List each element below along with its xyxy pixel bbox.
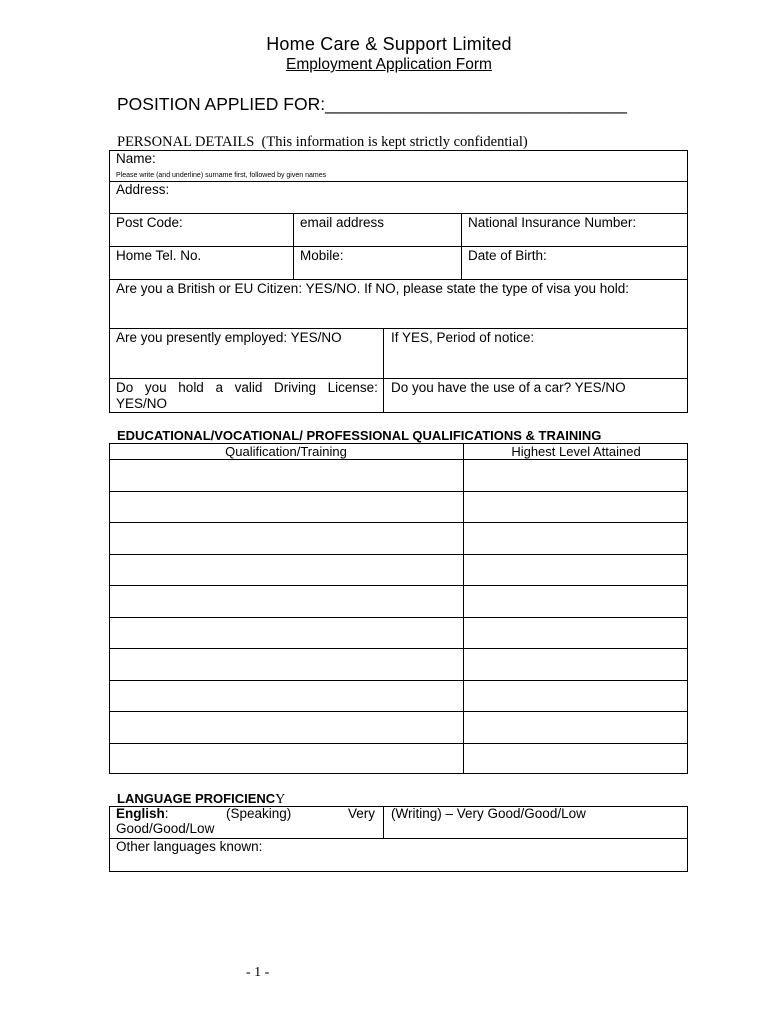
column-divider <box>293 213 294 279</box>
row-divider <box>109 181 688 182</box>
driving-word: a <box>215 380 223 395</box>
post-code-label[interactable]: Post Code: <box>116 215 183 230</box>
driving-word: hold <box>178 380 204 395</box>
dob-label[interactable]: Date of Birth: <box>468 248 547 263</box>
table-row-divider <box>109 711 688 712</box>
row-divider <box>109 246 688 247</box>
column-divider <box>383 806 384 839</box>
table-row-divider <box>109 491 688 492</box>
qualifications-table <box>109 443 688 774</box>
driving-word: License: <box>327 380 378 395</box>
table-row-divider <box>109 680 688 681</box>
home-tel-label[interactable]: Home Tel. No. <box>116 248 202 263</box>
address-label[interactable]: Address: <box>116 182 170 197</box>
driving-word: Driving <box>273 380 316 395</box>
language-heading-main: LANGUAGE PROFICIENC <box>117 791 276 806</box>
language-heading-last: Y <box>275 792 286 807</box>
qualifications-heading: EDUCATIONAL/VOCATIONAL/ PROFESSIONAL QUALIFICATIONS & TRAINING <box>117 428 602 443</box>
name-label[interactable]: Name: <box>116 151 156 166</box>
row-divider <box>109 378 688 379</box>
speaking-very: Very <box>348 806 376 821</box>
page-subtitle: Employment Application Form <box>286 56 492 73</box>
speaking-levels: Good/Good/Low <box>116 821 215 836</box>
table-row-divider <box>109 743 688 744</box>
mobile-label[interactable]: Mobile: <box>300 248 344 263</box>
position-applied-line <box>117 94 627 115</box>
position-label: POSITION APPLIED FOR: <box>117 94 326 114</box>
page-title: Home Care & Support Limited <box>266 34 512 54</box>
employed-question[interactable]: Are you presently employed: YES/NO <box>116 330 342 345</box>
row-divider <box>109 328 688 329</box>
car-question[interactable]: Do you have the use of a car? YES/NO <box>391 380 626 395</box>
ni-number-label[interactable]: National Insurance Number: <box>468 215 637 230</box>
table-row-divider <box>109 522 688 523</box>
speaking-label: (Speaking) <box>226 806 292 821</box>
name-hint: Please write (and underline) surname first, followed by given names <box>116 172 327 179</box>
citizen-question[interactable]: Are you a British or EU Citizen: YES/NO. If NO, please state the type of visa you hold: <box>116 281 629 296</box>
personal-details-heading: PERSONAL DETAILS (This information is kept strictly confidential) <box>117 134 528 150</box>
position-blank[interactable]: _______________________________ <box>325 94 627 114</box>
other-languages-label[interactable]: Other languages known: <box>116 839 263 854</box>
writing-label[interactable]: (Writing) – Very Good/Good/Low <box>391 806 586 821</box>
column-header-qualification: Qualification/Training <box>225 444 347 459</box>
english-colon: : <box>164 806 169 821</box>
page-number: - 1 - <box>246 965 270 980</box>
row-divider <box>109 213 688 214</box>
notice-question[interactable]: If YES, Period of notice: <box>391 330 535 345</box>
driving-answer[interactable]: YES/NO <box>116 396 168 411</box>
driving-word: Do <box>116 380 134 395</box>
column-header-level: Highest Level Attained <box>511 444 641 459</box>
row-divider <box>109 279 688 280</box>
column-divider <box>463 443 464 774</box>
column-divider <box>461 213 462 279</box>
english-bold: English <box>116 806 165 821</box>
column-divider <box>383 328 384 413</box>
email-label[interactable]: email address <box>300 215 385 230</box>
table-row-divider <box>109 585 688 586</box>
table-row-divider <box>109 554 688 555</box>
driving-word: you <box>144 380 167 395</box>
driving-word: valid <box>234 380 263 395</box>
english-label[interactable] <box>116 806 169 821</box>
table-row-divider <box>109 648 688 649</box>
table-row-divider <box>109 617 688 618</box>
driving-question[interactable] <box>116 380 378 395</box>
table-row-divider <box>109 459 688 460</box>
